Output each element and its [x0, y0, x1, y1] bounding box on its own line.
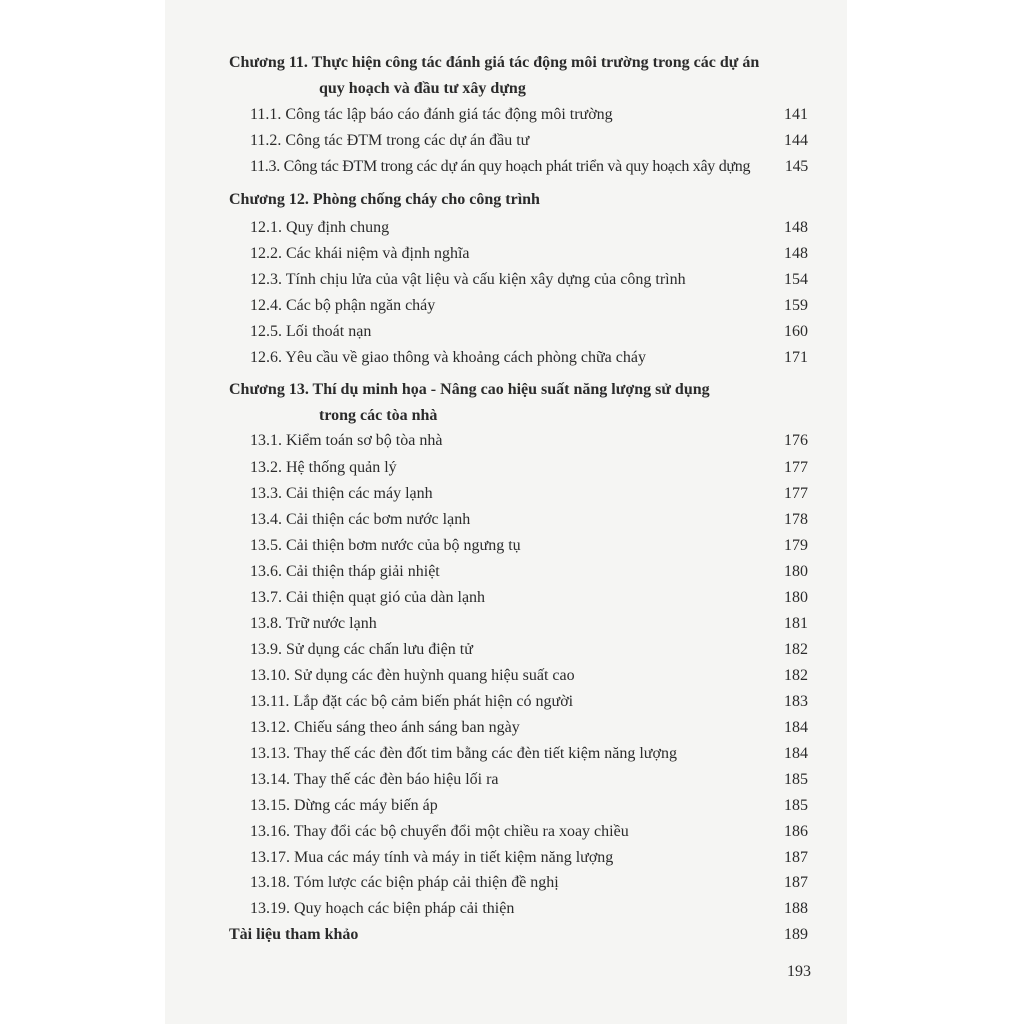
toc-entry-page: 177 [784, 459, 808, 476]
toc-entry [250, 346, 808, 370]
toc-entry-title: 12.3. Tính chịu lửa của vật liệu và cấu kiện xây dựng của công trình [250, 271, 686, 288]
toc-entry [250, 612, 808, 636]
toc-entry [250, 560, 808, 584]
toc-entry-page: 176 [784, 432, 808, 449]
toc-entry-page: 180 [784, 589, 808, 606]
toc-entry [250, 129, 808, 153]
toc-entry-title: 13.14. Thay thế các đèn báo hiệu lối ra [250, 771, 499, 788]
toc-entry-page: 187 [784, 874, 808, 891]
toc-entry-title: 13.5. Cải thiện bơm nước của bộ ngưng tụ [250, 537, 521, 554]
toc-entry-page: 185 [784, 771, 808, 788]
toc-entry-page: 160 [784, 323, 808, 340]
chapter-13-heading [229, 377, 829, 429]
toc-entry-page: 185 [784, 797, 808, 814]
page-number: 193 [787, 963, 811, 980]
toc-entry [250, 242, 808, 266]
toc-entry-title: 12.4. Các bộ phận ngăn cháy [250, 297, 436, 314]
toc-entry-page: 178 [784, 511, 808, 528]
toc-entry [250, 456, 808, 480]
toc-entry [250, 268, 808, 292]
chapter-title-line1: Chương 12. Phòng chống cháy cho công trình [229, 191, 540, 208]
toc-entry-page: 184 [784, 745, 808, 762]
toc-entry [250, 716, 808, 740]
toc-entry-title: 13.11. Lắp đặt các bộ cảm biến phát hiện có người [250, 693, 574, 710]
toc-entry [250, 897, 808, 921]
toc-entry [250, 320, 808, 344]
toc-entry [250, 768, 808, 792]
toc-entry-page: 187 [784, 849, 808, 866]
toc-entry-title: 11.3. Công tác ĐTM trong các dự án quy hoạch phát triển và quy hoạch xây dựng [250, 158, 751, 175]
toc-entry-page: 145 [784, 158, 808, 175]
toc-entry [250, 482, 808, 506]
toc-entry-title: 12.1. Quy định chung [250, 219, 390, 236]
toc-entry-title: 13.16. Thay đổi các bộ chuyển đổi một chiều ra xoay chiều [250, 823, 629, 840]
chapter-title-line2: trong các tòa nhà [319, 407, 438, 424]
toc-entry-page: 181 [784, 615, 808, 632]
toc-entry [250, 534, 808, 558]
toc-entry-title: 12.6. Yêu cầu về giao thông và khoảng cách phòng chữa cháy [250, 349, 646, 366]
toc-entry-page: 159 [784, 297, 808, 314]
toc-entry-title: 13.9. Sử dụng các chấn lưu điện tử [250, 641, 473, 658]
toc-entry-title: 11.1. Công tác lập báo cáo đánh giá tác động môi trường [250, 106, 613, 123]
toc-entry-page: 179 [784, 537, 808, 554]
toc-entry-title: 13.7. Cải thiện quạt gió của dàn lạnh [250, 589, 486, 606]
toc-entry [250, 155, 808, 179]
toc-entry-title: 13.1. Kiểm toán sơ bộ tòa nhà [250, 432, 443, 449]
chapter-title-line1: Chương 13. Thí dụ minh họa - Nâng cao hiệu suất năng lượng sử dụng [229, 381, 710, 398]
chapter-12-heading [229, 187, 829, 213]
toc-entry [250, 586, 808, 610]
references-title: Tài liệu tham khảo [229, 926, 359, 943]
toc-entry-title: 13.15. Dừng các máy biến áp [250, 797, 438, 814]
toc-entry [250, 429, 808, 453]
toc-entry [250, 742, 808, 766]
toc-entry-page: 182 [784, 641, 808, 658]
references-entry [229, 923, 808, 947]
toc-entry-page: 171 [784, 349, 808, 366]
toc-entry-page: 154 [784, 271, 808, 288]
toc-entry-page: 148 [784, 219, 808, 236]
chapter-11-heading [229, 50, 829, 102]
toc-entry-title: 11.2. Công tác ĐTM trong các dự án đầu tư [250, 132, 530, 149]
toc-entry-title: 12.2. Các khái niệm và định nghĩa [250, 245, 470, 262]
toc-entry-title: 13.13. Thay thế các đèn đốt tim bằng các đèn tiết kiệm năng lượng [250, 745, 677, 762]
toc-entry-title: 13.12. Chiếu sáng theo ánh sáng ban ngày [250, 719, 520, 736]
toc-entry-title: 13.17. Mua các máy tính và máy in tiết kiệm năng lượng [250, 849, 614, 866]
toc-entry [250, 216, 808, 240]
toc-entry [250, 103, 808, 127]
toc-entry [250, 638, 808, 662]
toc-entry-page: 184 [784, 719, 808, 736]
toc-entry-page: 148 [784, 245, 808, 262]
toc-entry-page: 144 [784, 132, 808, 149]
toc-entry [250, 294, 808, 318]
toc-entry-title: 13.19. Quy hoạch các biện pháp cải thiện [250, 900, 515, 917]
toc-entry-title: 13.4. Cải thiện các bơm nước lạnh [250, 511, 471, 528]
toc-entry-title: 13.18. Tóm lược các biện pháp cải thiện đề nghị [250, 874, 559, 891]
toc-entry-page: 141 [784, 106, 808, 123]
toc-entry [250, 508, 808, 532]
toc-entry-page: 186 [784, 823, 808, 840]
toc-entry [250, 664, 808, 688]
toc-entry [250, 794, 808, 818]
toc-entry-title: 13.2. Hệ thống quản lý [250, 459, 397, 476]
references-page: 189 [784, 926, 808, 943]
toc-entry-title: 12.5. Lối thoát nạn [250, 323, 372, 340]
toc-entry-title: 13.8. Trữ nước lạnh [250, 615, 377, 632]
chapter-title-line1: Chương 11. Thực hiện công tác đánh giá tác động môi trường trong các dự án [229, 54, 760, 71]
toc-entry-title: 13.6. Cải thiện tháp giải nhiệt [250, 563, 440, 580]
toc-entry-title: 13.3. Cải thiện các máy lạnh [250, 485, 433, 502]
toc-entry-title: 13.10. Sử dụng các đèn huỳnh quang hiệu suất cao [250, 667, 575, 684]
toc-entry [250, 871, 808, 895]
toc-entry-page: 183 [784, 693, 808, 710]
toc-entry-page: 177 [784, 485, 808, 502]
toc-entry-page: 180 [784, 563, 808, 580]
toc-entry [250, 846, 808, 870]
toc-entry [250, 820, 808, 844]
toc-entry-page: 188 [784, 900, 808, 917]
toc-entry [250, 690, 808, 714]
toc-entry-page: 182 [784, 667, 808, 684]
chapter-title-line2: quy hoạch và đầu tư xây dựng [319, 80, 526, 97]
